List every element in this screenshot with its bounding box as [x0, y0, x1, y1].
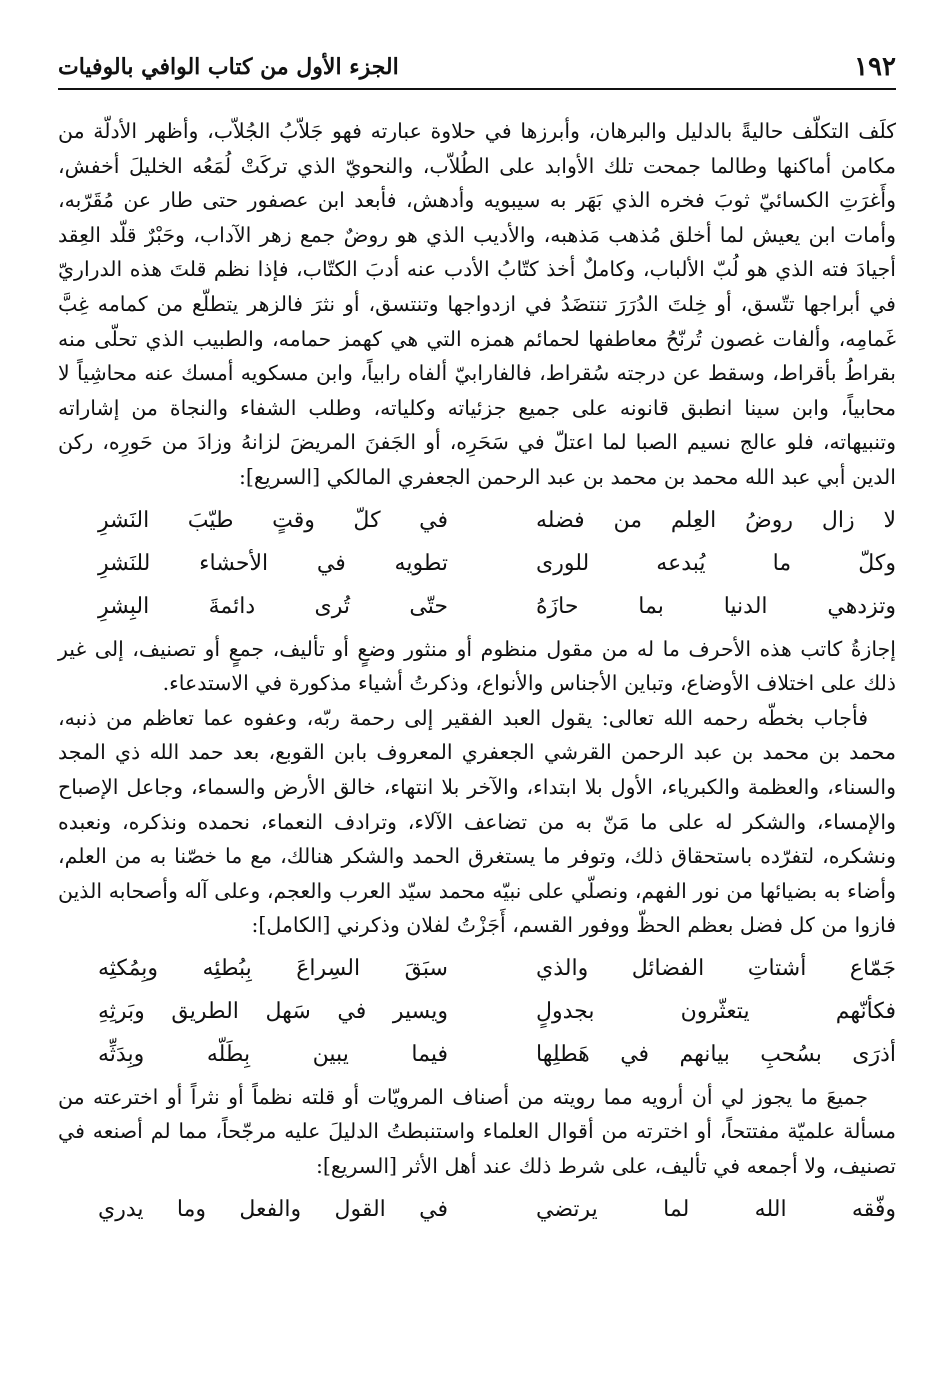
- verse-second-hemistich: تطويه في الأحشاء للنَشرِ: [98, 550, 448, 576]
- page-body: [58, 114, 896, 1235]
- verse-line: [58, 542, 896, 585]
- verse-line: [58, 947, 896, 990]
- verse-line: [58, 990, 896, 1033]
- poem: [58, 1188, 896, 1231]
- verse-first-hemistich: أذرَى بسُحبِ بيانهم في هَطلِها: [536, 1041, 896, 1067]
- verse-first-hemistich: وفّقه الله لما يرتضي: [536, 1196, 896, 1222]
- verse-line: [58, 499, 896, 542]
- paragraph: كلَف التكلّف حاليةً بالدليل والبرهان، وأبرزها في حلاوة عبارته فهو جَلاّبُ الجُلاّب، وأظهر الأدلّة من مكامن أماكنها وطالما جمحت تلك الأوابد على الطُلاّب، والنحويّ الذي تركَتْ لُمَعُه الخليلَ أخفش، وأَغرَتِ الكسائيّ ثوبَ فخره الذي بَهَر به سيبويه وأدهش، فأبعد ابن عصفور حتى طار عن مُقَرّبه، وأمات ابن يعيش لما أخلق مُذهب مَذهبه، والأديب الذي هو روضٌ جمع زهر الآداب، وحَبْرٌ قلّد العِقد أجيادَ فته الذي هو لُبّ الألباب، وكاملٌ أخذ كتّابُ الأدب عنه أدبَ الكتّاب، فإذا نظم قلتَ هذه الدراريّ في أبراجها تتّسق، أو خِلتَ الدُرَرَ تنتضَدُ في ازدواجها وتنتسق، أو نثرَ فالزهر يتطلّع من كمامه غِبَّ غَمامِه، وألفات غصون تُرنّحُ معاطفها لحمائم همزه التي هي كهمز حمامه، والطبيب الذي تحلّى منه بقراطُ بأقراط، وسقط عن درجته سُقراط، فالفارابيّ ألفاه رابياً، وابن مسكويه أمسك عنه محاشِياً لا محابياً، وابن سينا انطبق قانونه على جميع جزئياته وكلياته، وطلب الشفاء والنجاة من إشاراته وتنبيهاته، فلو عالج نسيم الصبا لما اعتلّ في سَحَرِه، أو الجَفنَ المريضَ لزانهُ وزادَ من حَورِه، ركن الدين أبي عبد الله محمد بن محمد بن عبد الرحمن الجعفري المالكي [السريع]:: [58, 119, 896, 489]
- verse-line: [58, 585, 896, 628]
- verse-second-hemistich: حتّى تُرى دائمةَ البِشرِ: [98, 593, 448, 619]
- verse-second-hemistich: سبَقَ السِراعَ بِبُطئِه وبِمُكثِه: [98, 955, 448, 981]
- verse-second-hemistich: في كلّ وقتٍ طيّبَ النَشرِ: [98, 507, 448, 533]
- verse-line: [58, 1033, 896, 1076]
- running-title: الجزء الأول من كتاب الوافي بالوفيات: [58, 54, 399, 80]
- verse-second-hemistich: في القول والفعل وما يدري: [98, 1196, 448, 1222]
- page-number: ١٩٢: [854, 52, 896, 82]
- verse-second-hemistich: فيما يبين بِطَلّه وبِدَثِّه: [98, 1041, 448, 1067]
- paragraph: إجازةُ كاتب هذه الأحرف ما له من مقول منظوم أو منثور وضعٍ أو تأليف، جمعٍ أو تصنيف، إلى غير ذلك على اختلاف الأوضاع، وتباين الأجناس والأنواع، وذكرتُ أشياء مذكورة في الاستدعاء.: [58, 636, 896, 696]
- page-header: [58, 50, 896, 88]
- verse-second-hemistich: ويسير في سَهل الطريق وبَرثِهِ: [98, 998, 448, 1024]
- header-rule: [58, 88, 896, 90]
- paragraph: فأجاب بخطّه رحمه الله تعالى: يقول العبد الفقير إلى رحمة ربّه، وعفوه عما تعاظم من ذنبه، محمد بن محمد بن عبد الرحمن القرشي الجعفري المعروف بابن القوبع، بعد حمد الله ذي المجد والسناء، والعظمة والكبرياء، الأول بلا ابتداء، والآخر بلا انتهاء، خالق الأرض والسماء، وجاعل الإصباح والإمساء، والشكر له على ما مَنّ به من تضاعف الآلاء، وترادف النعماء، نحمده ونذكره، ونعبده ونشكره، لتفرّده باستحقاق ذلك، وتوفر ما يستغرق الحمد والشكر هنالك، مع ما خصّنا به من العلم، وأضاء به بضيائها من نور الفهم، ونصلّي على نبيّه محمد سيّد العرب والعجم، وعلى آله وأصحابه الذين فازوا من كل فضل بعظم الحظّ ووفور القسم، أَجَزْتُ لفلان وذكرني [الكامل]:: [58, 705, 896, 938]
- verse-line: [58, 1188, 896, 1231]
- verse-first-hemistich: فكأنّهم يتعثّرون بجدولٍ: [536, 998, 896, 1024]
- verse-first-hemistich: وكلّ ما يُبدعه للورى: [536, 550, 896, 576]
- verse-first-hemistich: وتزدهي الدنيا بما حازَهُ: [536, 593, 896, 619]
- poem: [58, 499, 896, 628]
- paragraph: جميعَ ما يجوز لي أن أرويه مما رويته من أصناف المرويّات أو قلته نظماً أو نثراً أو اخترعته من مسألة علميّة مفتتحاً، أو اخترته من أقوال العلماء واستنبطتُ الدليلَ عليه مرجّحاً، مما لم أصنعه في تصنيف، ولا أجمعه في تأليف، على شرط ذلك عند أهل الأثر [السريع]:: [58, 1084, 896, 1179]
- verse-first-hemistich: لا زال روضُ العِلم من فضله: [536, 507, 896, 533]
- poem: [58, 947, 896, 1076]
- verse-first-hemistich: جَمّاع أشتاتِ الفضائل والذي: [536, 955, 896, 981]
